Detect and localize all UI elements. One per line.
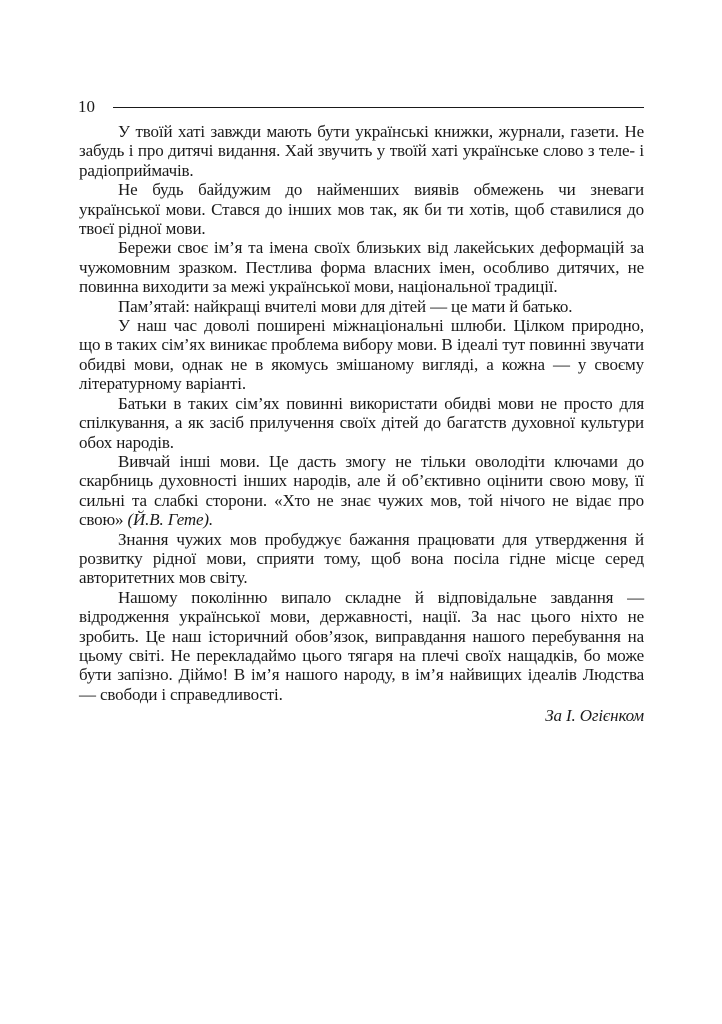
paragraph-3: Бережи своє ім’я та імена своїх близьких від лакейських деформацій за чужомовним зразком. Пестлива форма власних імен, особливо дитячих, не повинна виходити за межі української мови, національної традиції. (79, 238, 644, 297)
attribution: За І. Огієнком (545, 706, 644, 726)
paragraph-9: Нашому поколінню випало складне й відповідальне завдання — відродження української мови, державності, нації. За нас цього ніхто не зробить. Це наш історичний обов’язок, виправдання нашого перебування на цьому світі. Не перекладаймо цього тягаря на плечі своїх нащадків, бо може бути запізно. Діймо! В ім’я нашого народу, в ім’я найвищих ідеалів Людства — свободи і справедливості. (79, 587, 644, 704)
paragraph-8: Знання чужих мов пробуджує бажання працювати для утвердження й розвитку рідної мови, сприяти тому, щоб вона посіла гідне місце серед авторитетних мов світу. (79, 529, 644, 588)
paragraph-4: Пам’ятай: найкращі вчителі мови для дітей — це мати й батько. (118, 296, 573, 316)
paragraph-7 (79, 452, 644, 530)
paragraph-2: Не будь байдужим до найменших виявів обмежень чи зневаги української мови. Стався до інших мов так, як би ти хотів, щоб ставилися до твоєї рідної мови. (79, 180, 644, 239)
paragraph-5: У наш час доволі поширені міжнаціональні шлюби. Цілком природно, що в таких сім’ях виникає проблема вибору мови. В ідеалі тут повинні звучати обидві мови, однак не в якомусь змішаному вигляді, а кожна — у своєму літературному варіанті. (79, 316, 644, 394)
header-rule (113, 107, 644, 108)
paragraph-1: У твоїй хаті завжди мають бути українські книжки, журнали, газети. Не забудь і про дитячі видання. Хай звучить у твоїй хаті українське слово з теле- і радіоприймачів. (79, 122, 644, 180)
body-text (79, 122, 644, 726)
page-number: 10 (78, 97, 95, 116)
paragraph-7-text: Вивчай інші мови. Це дасть змогу не тільки оволодіти ключами до скарбниць духовності інших народів, але й об’єктивно оцінити свою мову, її сильні та слабкі сторони. «Хто не знає чужих мов, той нічого не відає про свою» (79, 451, 644, 530)
paragraph-6: Батьки в таких сім’ях повинні використати обидві мови не просто для спілкування, а як засіб прилучення своїх дітей до багатств духовної культури обох народів. (79, 393, 644, 452)
page-header (78, 97, 644, 117)
goethe-citation: (Й.В. Гете). (123, 510, 214, 530)
